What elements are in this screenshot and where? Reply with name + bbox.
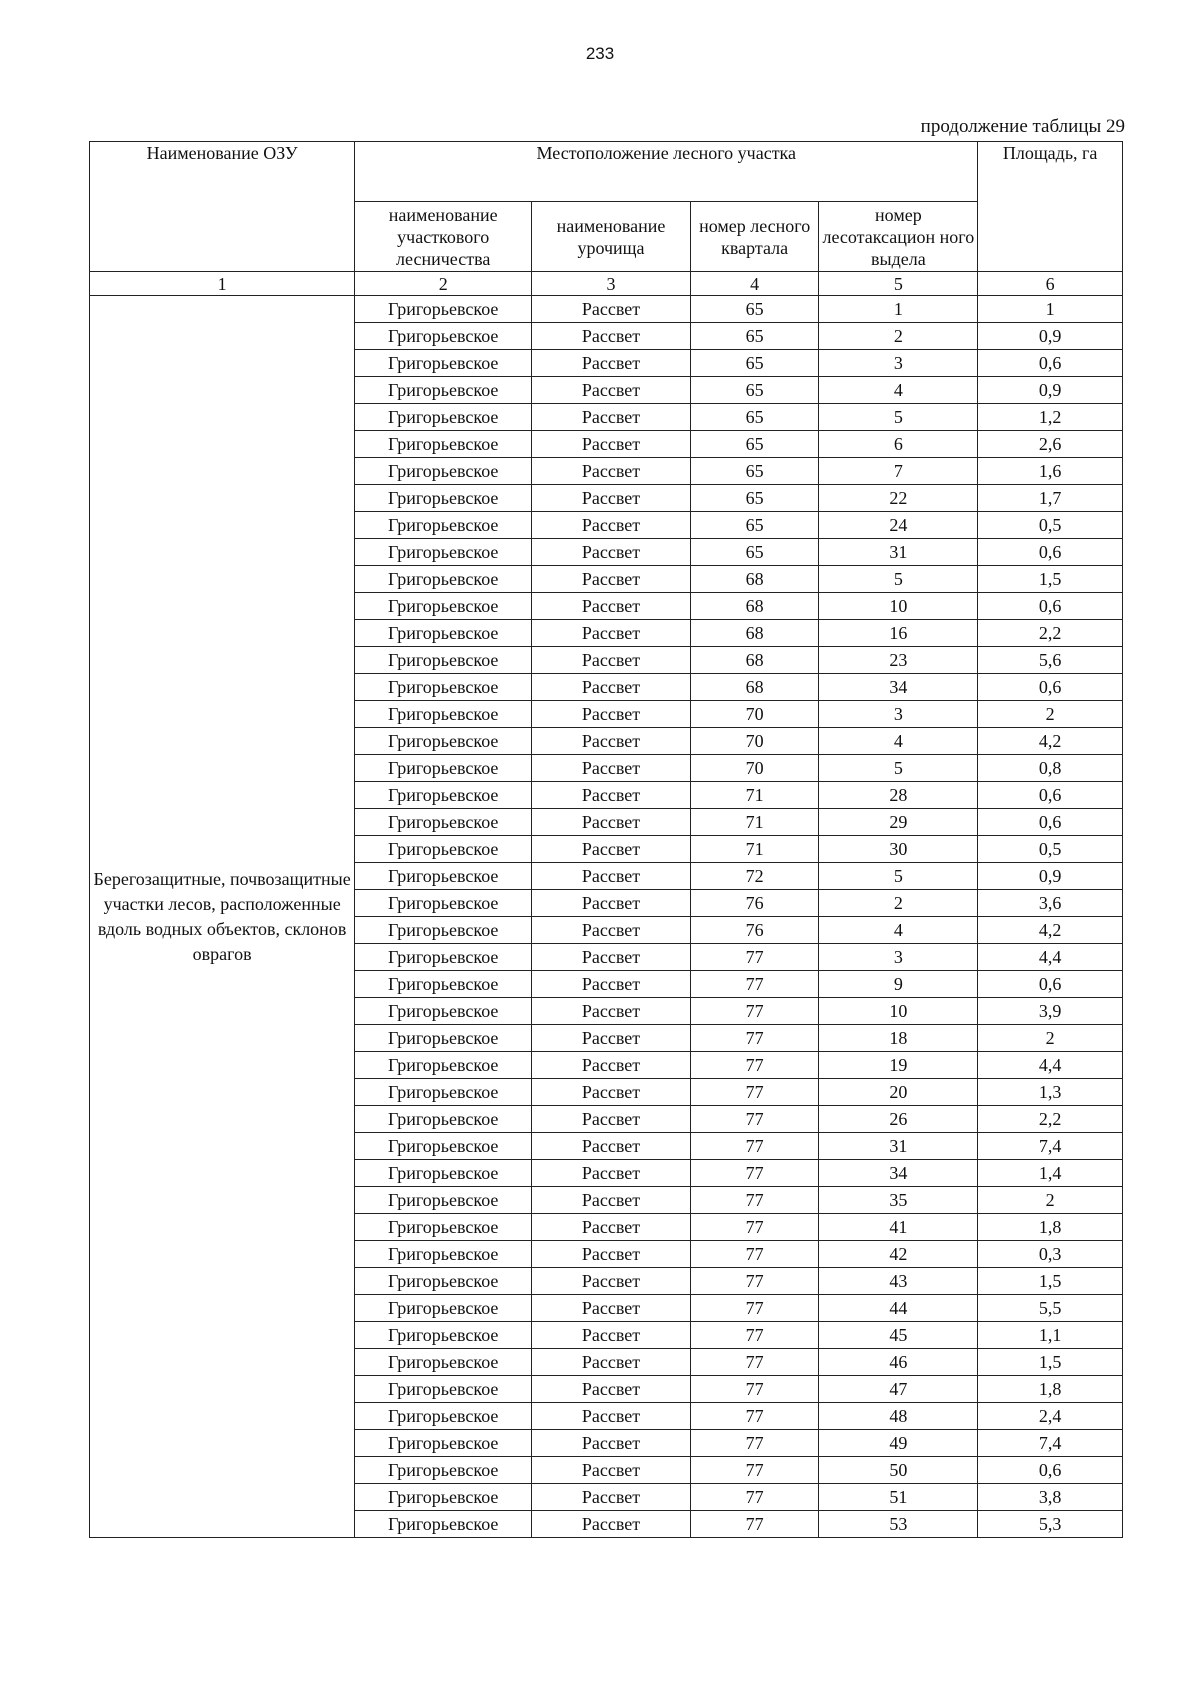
quarter-cell: 68 xyxy=(690,647,819,674)
forestry-cell: Григорьевское xyxy=(355,971,532,998)
area-cell: 0,6 xyxy=(978,593,1123,620)
quarter-cell: 77 xyxy=(690,1052,819,1079)
quarter-cell: 77 xyxy=(690,1025,819,1052)
allotment-cell: 3 xyxy=(819,350,978,377)
quarter-cell: 71 xyxy=(690,809,819,836)
column-number: 1 xyxy=(90,272,355,296)
forestry-cell: Григорьевское xyxy=(355,1457,532,1484)
forestry-cell: Григорьевское xyxy=(355,1160,532,1187)
forestry-cell: Григорьевское xyxy=(355,944,532,971)
quarter-cell: 76 xyxy=(690,890,819,917)
forestry-cell: Григорьевское xyxy=(355,566,532,593)
area-cell: 0,6 xyxy=(978,971,1123,998)
quarter-cell: 77 xyxy=(690,1376,819,1403)
area-cell: 1,1 xyxy=(978,1322,1123,1349)
area-cell: 2,2 xyxy=(978,620,1123,647)
quarter-cell: 65 xyxy=(690,431,819,458)
tract-cell: Рассвет xyxy=(532,863,691,890)
area-cell: 0,6 xyxy=(978,539,1123,566)
quarter-cell: 77 xyxy=(690,1079,819,1106)
area-cell: 0,3 xyxy=(978,1241,1123,1268)
header-allotment: номер лесотаксацион ного выдела xyxy=(819,202,978,272)
header-quarter: номер лесного квартала xyxy=(690,202,819,272)
tract-cell: Рассвет xyxy=(532,890,691,917)
allotment-cell: 3 xyxy=(819,944,978,971)
allotment-cell: 6 xyxy=(819,431,978,458)
tract-cell: Рассвет xyxy=(532,1052,691,1079)
allotment-cell: 4 xyxy=(819,917,978,944)
allotment-cell: 5 xyxy=(819,755,978,782)
quarter-cell: 77 xyxy=(690,1133,819,1160)
allotment-cell: 30 xyxy=(819,836,978,863)
tract-cell: Рассвет xyxy=(532,431,691,458)
allotment-cell: 53 xyxy=(819,1511,978,1538)
allotment-cell: 43 xyxy=(819,1268,978,1295)
quarter-cell: 65 xyxy=(690,458,819,485)
column-number: 6 xyxy=(978,272,1123,296)
quarter-cell: 70 xyxy=(690,701,819,728)
header-forestry: наименование участкового лесничества xyxy=(355,202,532,272)
tract-cell: Рассвет xyxy=(532,458,691,485)
tract-cell: Рассвет xyxy=(532,836,691,863)
forestry-cell: Григорьевское xyxy=(355,863,532,890)
tract-cell: Рассвет xyxy=(532,1241,691,1268)
quarter-cell: 68 xyxy=(690,620,819,647)
forestry-cell: Григорьевское xyxy=(355,998,532,1025)
tract-cell: Рассвет xyxy=(532,1079,691,1106)
forestry-cell: Григорьевское xyxy=(355,1430,532,1457)
forestry-cell: Григорьевское xyxy=(355,1106,532,1133)
column-number: 5 xyxy=(819,272,978,296)
area-cell: 3,9 xyxy=(978,998,1123,1025)
area-cell: 1,8 xyxy=(978,1376,1123,1403)
allotment-cell: 20 xyxy=(819,1079,978,1106)
quarter-cell: 76 xyxy=(690,917,819,944)
table-row xyxy=(90,296,1123,323)
tract-cell: Рассвет xyxy=(532,1349,691,1376)
quarter-cell: 71 xyxy=(690,836,819,863)
forestry-cell: Григорьевское xyxy=(355,350,532,377)
forestry-cell: Григорьевское xyxy=(355,620,532,647)
allotment-cell: 28 xyxy=(819,782,978,809)
allotment-cell: 47 xyxy=(819,1376,978,1403)
area-cell: 3,6 xyxy=(978,890,1123,917)
area-cell: 2 xyxy=(978,1187,1123,1214)
area-cell: 1,5 xyxy=(978,566,1123,593)
column-number: 4 xyxy=(690,272,819,296)
quarter-cell: 77 xyxy=(690,1349,819,1376)
area-cell: 0,6 xyxy=(978,809,1123,836)
allotment-cell: 5 xyxy=(819,566,978,593)
allotment-cell: 22 xyxy=(819,485,978,512)
forestry-cell: Григорьевское xyxy=(355,1349,532,1376)
forestry-cell: Григорьевское xyxy=(355,296,532,323)
quarter-cell: 77 xyxy=(690,998,819,1025)
tract-cell: Рассвет xyxy=(532,674,691,701)
allotment-cell: 41 xyxy=(819,1214,978,1241)
forestry-cell: Григорьевское xyxy=(355,1376,532,1403)
allotment-cell: 44 xyxy=(819,1295,978,1322)
area-cell: 2 xyxy=(978,701,1123,728)
page-number: 233 xyxy=(585,44,615,63)
area-cell: 0,6 xyxy=(978,350,1123,377)
area-cell: 4,4 xyxy=(978,1052,1123,1079)
header-ozu-name: Наименование ОЗУ xyxy=(90,142,355,272)
quarter-cell: 77 xyxy=(690,1457,819,1484)
tract-cell: Рассвет xyxy=(532,1457,691,1484)
forestry-cell: Григорьевское xyxy=(355,458,532,485)
header-location: Местоположение лесного участка xyxy=(355,142,978,202)
column-number: 3 xyxy=(532,272,691,296)
area-cell: 1,4 xyxy=(978,1160,1123,1187)
area-cell: 1,2 xyxy=(978,404,1123,431)
quarter-cell: 68 xyxy=(690,674,819,701)
area-cell: 1,8 xyxy=(978,1214,1123,1241)
tract-cell: Рассвет xyxy=(532,1403,691,1430)
area-cell: 0,6 xyxy=(978,782,1123,809)
quarter-cell: 77 xyxy=(690,1214,819,1241)
tract-cell: Рассвет xyxy=(532,1511,691,1538)
allotment-cell: 5 xyxy=(819,863,978,890)
allotment-cell: 34 xyxy=(819,1160,978,1187)
forestry-cell: Григорьевское xyxy=(355,782,532,809)
forestry-cell: Григорьевское xyxy=(355,1268,532,1295)
tract-cell: Рассвет xyxy=(532,1133,691,1160)
quarter-cell: 65 xyxy=(690,350,819,377)
tract-cell: Рассвет xyxy=(532,1295,691,1322)
quarter-cell: 65 xyxy=(690,296,819,323)
header-area: Площадь, га xyxy=(978,142,1123,272)
tract-cell: Рассвет xyxy=(532,512,691,539)
forestry-cell: Григорьевское xyxy=(355,755,532,782)
allotment-cell: 31 xyxy=(819,1133,978,1160)
forestry-cell: Григорьевское xyxy=(355,539,532,566)
allotment-cell: 4 xyxy=(819,728,978,755)
tract-cell: Рассвет xyxy=(532,539,691,566)
area-cell: 2,6 xyxy=(978,431,1123,458)
area-cell: 7,4 xyxy=(978,1430,1123,1457)
allotment-cell: 46 xyxy=(819,1349,978,1376)
forestry-cell: Григорьевское xyxy=(355,593,532,620)
quarter-cell: 68 xyxy=(690,593,819,620)
allotment-cell: 31 xyxy=(819,539,978,566)
quarter-cell: 77 xyxy=(690,971,819,998)
allotment-cell: 23 xyxy=(819,647,978,674)
tract-cell: Рассвет xyxy=(532,377,691,404)
allotment-cell: 10 xyxy=(819,998,978,1025)
allotment-cell: 7 xyxy=(819,458,978,485)
tract-cell: Рассвет xyxy=(532,944,691,971)
quarter-cell: 77 xyxy=(690,1322,819,1349)
area-cell: 0,9 xyxy=(978,323,1123,350)
allotment-cell: 4 xyxy=(819,377,978,404)
area-cell: 4,2 xyxy=(978,917,1123,944)
allotment-cell: 16 xyxy=(819,620,978,647)
tract-cell: Рассвет xyxy=(532,1214,691,1241)
forestry-cell: Григорьевское xyxy=(355,431,532,458)
area-cell: 5,6 xyxy=(978,647,1123,674)
quarter-cell: 77 xyxy=(690,1106,819,1133)
allotment-cell: 45 xyxy=(819,1322,978,1349)
tract-cell: Рассвет xyxy=(532,1025,691,1052)
area-cell: 4,2 xyxy=(978,728,1123,755)
tract-cell: Рассвет xyxy=(532,485,691,512)
quarter-cell: 70 xyxy=(690,755,819,782)
allotment-cell: 51 xyxy=(819,1484,978,1511)
quarter-cell: 77 xyxy=(690,1430,819,1457)
area-cell: 1 xyxy=(978,296,1123,323)
tract-cell: Рассвет xyxy=(532,593,691,620)
area-cell: 1,5 xyxy=(978,1268,1123,1295)
allotment-cell: 50 xyxy=(819,1457,978,1484)
tract-cell: Рассвет xyxy=(532,404,691,431)
allotment-cell: 5 xyxy=(819,404,978,431)
area-cell: 0,5 xyxy=(978,512,1123,539)
tract-cell: Рассвет xyxy=(532,296,691,323)
quarter-cell: 77 xyxy=(690,944,819,971)
area-cell: 0,5 xyxy=(978,836,1123,863)
tract-cell: Рассвет xyxy=(532,647,691,674)
tract-cell: Рассвет xyxy=(532,809,691,836)
allotment-cell: 48 xyxy=(819,1403,978,1430)
tract-cell: Рассвет xyxy=(532,755,691,782)
tract-cell: Рассвет xyxy=(532,1106,691,1133)
area-cell: 1,6 xyxy=(978,458,1123,485)
quarter-cell: 77 xyxy=(690,1241,819,1268)
quarter-cell: 70 xyxy=(690,728,819,755)
tract-cell: Рассвет xyxy=(532,1160,691,1187)
forestry-cell: Григорьевское xyxy=(355,1511,532,1538)
allotment-cell: 49 xyxy=(819,1430,978,1457)
allotment-cell: 42 xyxy=(819,1241,978,1268)
quarter-cell: 77 xyxy=(690,1403,819,1430)
forestry-cell: Григорьевское xyxy=(355,377,532,404)
forestry-cell: Григорьевское xyxy=(355,809,532,836)
quarter-cell: 65 xyxy=(690,377,819,404)
tract-cell: Рассвет xyxy=(532,1322,691,1349)
allotment-cell: 2 xyxy=(819,323,978,350)
area-cell: 5,3 xyxy=(978,1511,1123,1538)
forestry-cell: Григорьевское xyxy=(355,1322,532,1349)
quarter-cell: 77 xyxy=(690,1160,819,1187)
table-continuation-label: продолжение таблицы 29 xyxy=(920,116,1125,137)
forestry-cell: Григорьевское xyxy=(355,890,532,917)
forestry-cell: Григорьевское xyxy=(355,1241,532,1268)
allotment-cell: 19 xyxy=(819,1052,978,1079)
quarter-cell: 77 xyxy=(690,1484,819,1511)
tract-cell: Рассвет xyxy=(532,1187,691,1214)
quarter-cell: 77 xyxy=(690,1295,819,1322)
allotment-cell: 3 xyxy=(819,701,978,728)
tract-cell: Рассвет xyxy=(532,1484,691,1511)
forestry-cell: Григорьевское xyxy=(355,647,532,674)
quarter-cell: 65 xyxy=(690,404,819,431)
forestry-cell: Григорьевское xyxy=(355,836,532,863)
area-cell: 1,7 xyxy=(978,485,1123,512)
tract-cell: Рассвет xyxy=(532,350,691,377)
forest-plots-table xyxy=(89,141,1123,1538)
ozu-category-cell: Берегозащитные, почвозащитные участки лесов, расположенные вдоль водных объектов, склонов оврагов xyxy=(90,296,355,1538)
forestry-cell: Григорьевское xyxy=(355,1187,532,1214)
allotment-cell: 34 xyxy=(819,674,978,701)
area-cell: 1,3 xyxy=(978,1079,1123,1106)
quarter-cell: 77 xyxy=(690,1268,819,1295)
forestry-cell: Григорьевское xyxy=(355,917,532,944)
allotment-cell: 24 xyxy=(819,512,978,539)
allotment-cell: 26 xyxy=(819,1106,978,1133)
column-number-row xyxy=(90,272,1123,296)
area-cell: 4,4 xyxy=(978,944,1123,971)
tract-cell: Рассвет xyxy=(532,971,691,998)
forestry-cell: Григорьевское xyxy=(355,701,532,728)
area-cell: 0,9 xyxy=(978,377,1123,404)
tract-cell: Рассвет xyxy=(532,701,691,728)
tract-cell: Рассвет xyxy=(532,728,691,755)
tract-cell: Рассвет xyxy=(532,782,691,809)
quarter-cell: 65 xyxy=(690,539,819,566)
allotment-cell: 1 xyxy=(819,296,978,323)
quarter-cell: 65 xyxy=(690,512,819,539)
tract-cell: Рассвет xyxy=(532,1430,691,1457)
quarter-cell: 77 xyxy=(690,1511,819,1538)
forestry-cell: Григорьевское xyxy=(355,1403,532,1430)
area-cell: 7,4 xyxy=(978,1133,1123,1160)
area-cell: 2 xyxy=(978,1025,1123,1052)
allotment-cell: 29 xyxy=(819,809,978,836)
forestry-cell: Григорьевское xyxy=(355,674,532,701)
quarter-cell: 65 xyxy=(690,485,819,512)
allotment-cell: 18 xyxy=(819,1025,978,1052)
quarter-cell: 68 xyxy=(690,566,819,593)
forestry-cell: Григорьевское xyxy=(355,1295,532,1322)
forestry-cell: Григорьевское xyxy=(355,1025,532,1052)
forestry-cell: Григорьевское xyxy=(355,1052,532,1079)
area-cell: 0,6 xyxy=(978,674,1123,701)
tract-cell: Рассвет xyxy=(532,1376,691,1403)
tract-cell: Рассвет xyxy=(532,620,691,647)
forestry-cell: Григорьевское xyxy=(355,1484,532,1511)
tract-cell: Рассвет xyxy=(532,998,691,1025)
forestry-cell: Григорьевское xyxy=(355,1214,532,1241)
tract-cell: Рассвет xyxy=(532,1268,691,1295)
forestry-cell: Григорьевское xyxy=(355,323,532,350)
area-cell: 0,6 xyxy=(978,1457,1123,1484)
tract-cell: Рассвет xyxy=(532,323,691,350)
area-cell: 1,5 xyxy=(978,1349,1123,1376)
allotment-cell: 9 xyxy=(819,971,978,998)
quarter-cell: 77 xyxy=(690,1187,819,1214)
header-tract: наименование урочища xyxy=(532,202,691,272)
area-cell: 2,4 xyxy=(978,1403,1123,1430)
tract-cell: Рассвет xyxy=(532,566,691,593)
tract-cell: Рассвет xyxy=(532,917,691,944)
forestry-cell: Григорьевское xyxy=(355,512,532,539)
forestry-cell: Григорьевское xyxy=(355,1079,532,1106)
area-cell: 0,9 xyxy=(978,863,1123,890)
area-cell: 3,8 xyxy=(978,1484,1123,1511)
forestry-cell: Григорьевское xyxy=(355,1133,532,1160)
allotment-cell: 10 xyxy=(819,593,978,620)
column-number: 2 xyxy=(355,272,532,296)
quarter-cell: 65 xyxy=(690,323,819,350)
forestry-cell: Григорьевское xyxy=(355,485,532,512)
allotment-cell: 2 xyxy=(819,890,978,917)
forestry-cell: Григорьевское xyxy=(355,728,532,755)
forestry-cell: Григорьевское xyxy=(355,404,532,431)
area-cell: 0,8 xyxy=(978,755,1123,782)
allotment-cell: 35 xyxy=(819,1187,978,1214)
quarter-cell: 72 xyxy=(690,863,819,890)
quarter-cell: 71 xyxy=(690,782,819,809)
area-cell: 5,5 xyxy=(978,1295,1123,1322)
table-body xyxy=(90,296,1123,1538)
area-cell: 2,2 xyxy=(978,1106,1123,1133)
